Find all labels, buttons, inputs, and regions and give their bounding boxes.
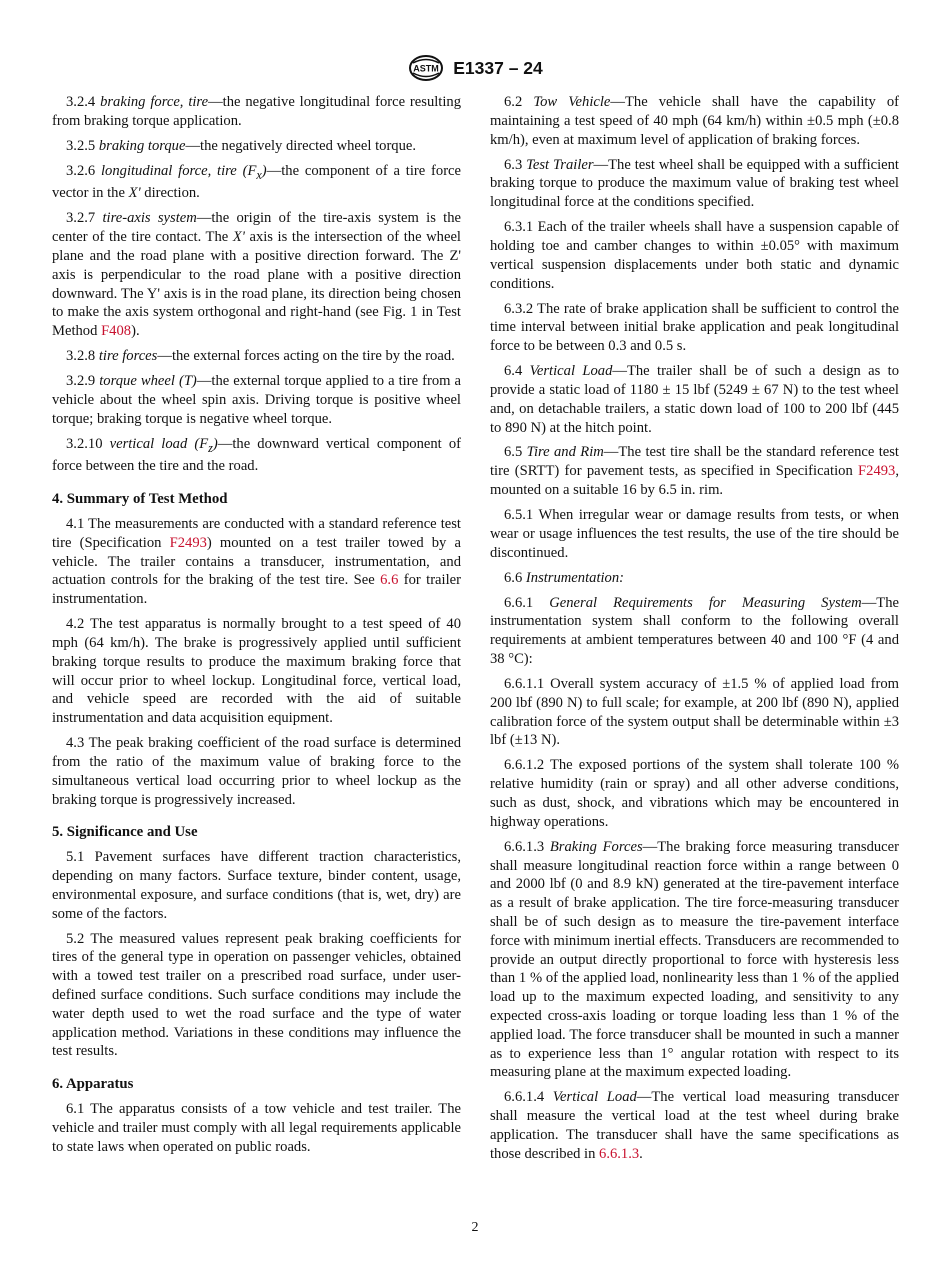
right-column — [490, 93, 899, 1170]
paragraph-6-4: 6.4 Vertical Load—The trailer shall be of such a design as to provide a static load of 1180 ± 15 lbf (5249 ± 67 N) to the test wheel and, on detachable trailers, a static down load of 100 to 200 lbf (445 to 890 N) at the hitch point. — [490, 363, 900, 436]
link-f2493[interactable]: F2493 — [169, 534, 207, 551]
paragraph-6-6-1-4: 6.6.1.4 Vertical Load—The vertical load measuring transducer shall measure the vertical load at the test wheel during brake application. The transducer shall have the same specifications as those described in 6.6.1.3. — [490, 1089, 900, 1162]
page-header — [0, 54, 950, 82]
left-column — [52, 93, 461, 1163]
link-6-6-1-3[interactable]: 6.6.1.3 — [599, 1145, 640, 1162]
paragraph-6-5: 6.5 Tire and Rim—The test tire shall be the standard reference test tire (SRTT) for pavement tests, as specified in Specification F2493, mounted on a suitable 16 by 6.5 in. rim. — [490, 444, 899, 499]
paragraph-6-3: 6.3 Test Trailer—The test wheel shall be equipped with a sufficient braking torque to produce the maximum value of braking test wheel longitudinal force at the conditions specified. — [490, 156, 899, 211]
paragraph-6-5-1: 6.5.1 When irregular wear or damage results from tests, or when wear or usage influences the test results, the use of the tire should be discontinued. — [490, 507, 899, 561]
paragraph-4-3: 4.3 The peak braking coefficient of the road surface is determined from the ratio of the maximum value of braking force to the simultaneous vertical load occurring prior to wheel lockup as the braking torque is progressively increased. — [52, 735, 461, 808]
paragraph-6-3-1: 6.3.1 Each of the trailer wheels shall have a suspension capable of holding toe and camber changes to within ±0.05° with maximum vertical suspension displacements under both static and dynamic conditions. — [490, 219, 899, 292]
astm-logo-icon — [407, 54, 445, 82]
paragraph-6-6: 6.6 Instrumentation: — [504, 569, 625, 586]
paragraph-6-3-2: 6.3.2 The rate of brake application shall be sufficient to control the time interval between initial brake application and peak longitudinal force to be between 0.3 and 0.5 s. — [490, 300, 899, 355]
page-number: 2 — [471, 1220, 479, 1235]
section-5-heading: 5. Significance and Use — [52, 824, 198, 841]
section-6-heading: 6. Apparatus — [52, 1076, 134, 1093]
paragraph-5-1: 5.1 Pavement surfaces have different traction characteristics, depending on many factors. Surface texture, binder content, usage, environmental exposure, and surface conditions (that is, wet, dry) are some of the factors. — [52, 849, 461, 922]
section-4-heading: 4. Summary of Test Method — [52, 491, 228, 508]
paragraph-5-2: 5.2 The measured values represent peak braking coefficients for tires of the general type in operation on passenger vehicles, obtained with a towed test trailer on a prescribed road surface, under user-defined surface conditions. Such surface conditions may include the water depth used to wet the road surface and the type of water application method. Variations in these conditions may influence the test results. — [52, 930, 461, 1060]
paragraph-6-6-1-3: 6.6.1.3 Braking Forces—The braking force measuring transducer shall measure longitudinal reaction force within a range between 0 and 2000 lbf (0 and 8.9 kN) generated at the tire-pavement interface as a result of brake application. The tire force-measuring transducer shall be of such design as to measure the tire-pavement interface force with minimum inertial effects. Transducers are recommended to provide an output directly proportional to force with hysteresis less than 1 % of the applied load, nonlinearity less than 1 % of the applied load up to the maximum expected loading, and sensitivity to any expected cross-axis loading or torque loading less than 1 % of the applied load. The force transducer shall be mounted in such a manner as to experience less than 1° angular rotation with respect to its measuring plane at the maximum expected loading. — [490, 838, 899, 1081]
paragraph-3-2-5: 3.2.5 braking torque—the negatively directed wheel torque. — [66, 137, 417, 154]
paragraph-6-6-1: 6.6.1 General Requirements for Measuring System—The instrumentation system shall conform to the following overall requirements at ambient temperatures between 40 and 100 °F (4 and 38 °C): — [490, 594, 899, 668]
paragraph-4-2: 4.2 The test apparatus is normally brought to a test speed of 40 mph (64 km/h). The brake is progressively applied until sufficient braking torque results to produce the maximum braking force that will occur prior to wheel lockup. Longitudinal force, vertical load, and vehicle speed are recorded with the aid of suitable instrumentation and data acquisition equipment. — [52, 616, 461, 727]
paragraph-6-6-1-1: 6.6.1.1 Overall system accuracy of ±1.5 % of applied load from 200 lbf (890 N) to full scale; for example, at 200 lbf (890 N), applied calibration force of the system output shall be determinable within ±3 lbf (±13 N). — [490, 676, 899, 749]
paragraph-3-2-4: 3.2.4 braking force, tire—the negative longitudinal force resulting from braking torque application. — [52, 94, 462, 129]
paragraph-4-1: 4.1 The measurements are conducted with a standard reference test tire (Specification F2493) mounted on a test trailer towed by a vehicle. The trailer contains a transducer, instrumentation, and actuation controls for the braking of the test tire. See 6.6 for trailer instrumentation. — [52, 516, 461, 608]
paragraph-3-2-8: 3.2.8 tire forces—the external forces acting on the tire by the road. — [66, 348, 455, 365]
paragraph-3-2-7: 3.2.7 tire-axis system—the origin of the tire-axis system is the center of the tire contact. The X' axis is the intersection of the wheel plane and the road plane with a positive direction forward. The Z' axis is perpendicular to the road plane with a positive direction downward. The Y' axis is in the road plane, its direction being chosen to make the axis system orthogonal and right-hand (see Fig. 1 in Test Method F408). — [52, 210, 461, 340]
link-f2493-b[interactable]: F2493 — [858, 463, 896, 480]
svg-text:ASTM: ASTM — [413, 63, 439, 74]
document-id: E1337 – 24 — [453, 57, 543, 78]
paragraph-3-2-10: 3.2.10 vertical load $(F_z)—the$ downward vertical component of force between the tire and the road. — [52, 435, 461, 475]
paragraph-6-2: 6.2 Tow Vehicle—The vehicle shall have the capability of maintaining a test speed of 40 mph (64 km/h) within ±0.5 mph (±0.8 km/h), even at maximum level of application of braking forces. — [490, 94, 899, 148]
paragraph-6-6-1-2: 6.6.1.2 The exposed portions of the system shall tolerate 100 % relative humidity (rain or spray) and all other adverse conditions, such as dust, shock, and vibrations which may be encountered in highway operations. — [490, 757, 899, 830]
link-6-6[interactable]: 6.6 — [380, 572, 399, 589]
paragraph-6-1: 6.1 The apparatus consists of a tow vehicle and test trailer. The vehicle and trailer must comply with all legal requirements applicable to state laws when operated on public roads. — [52, 1100, 461, 1155]
paragraph-3-2-6: 3.2.6 longitudinal force, tire $(F_x)—the$ component of a tire force vector in the X' direction. — [52, 162, 462, 202]
link-f408[interactable]: F408 — [101, 323, 132, 340]
paragraph-3-2-9: 3.2.9 torque wheel (T)—the external torque applied to a tire from a vehicle about the wheel spin axis. Driving torque is positive wheel torque; braking torque is negative wheel torque. — [52, 373, 461, 427]
